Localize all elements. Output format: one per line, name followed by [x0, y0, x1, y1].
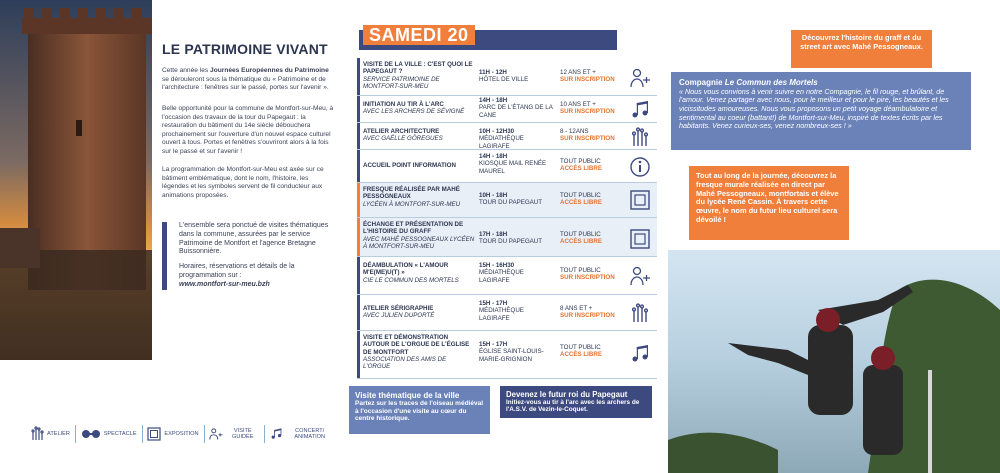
event-organizer: SERVICE PATRIMOINE DE MONTFORT-SUR-MEU [363, 75, 440, 90]
legend-exposition [144, 423, 201, 445]
event-audience [560, 192, 625, 207]
papegaut-box [500, 386, 652, 418]
visite-guidee-icon [209, 426, 223, 442]
visite-thematique-text: Partez sur les traces de l'oiseau médiéval à l'occasion d'une visite au cœur du centre historique. [355, 400, 484, 423]
event-name: ATELIER ARCHITECTURE [363, 128, 440, 135]
tower-illustration [0, 0, 152, 360]
legend-visite-guidee [206, 423, 262, 445]
audience-label: TOUT PUBLIC [560, 231, 601, 238]
event-place: KIOSQUE MAIL RENÉE MAUREL [479, 160, 547, 175]
compagnie-text: « Nous vous convions à venir suivre en notre Compagnie, le fil rouge, et brûlant, de l'amour. Venez partager avec nous, pour le meilleur et pour le pire, les beautés et les vicissitudes amoureuses. Nous vous proposons un petit voyage déambulatoire et sentimental au coeur (battant!) de Montfort-sur-Meu, inspiré de textes écrits par les habitants. Venez curieux-ses, venez nombreux-ses ! » [679, 86, 949, 131]
audience-label: TOUT PUBLIC [560, 192, 601, 199]
audience-label: 10 ANS ET + [560, 101, 596, 108]
atelier-icon [629, 126, 651, 148]
event-place: ÉGLISE SAINT-LOUIS-MARIE-GRIGNION [479, 348, 544, 363]
audience-label: 8 ANS ET + [560, 305, 593, 312]
row-accent [357, 150, 360, 182]
legend-divider [204, 425, 205, 443]
table-row [357, 123, 657, 150]
row-accent [357, 218, 360, 256]
page-title: LE PATRIMOINE VIVANT [162, 41, 328, 57]
audience-label: 8 - 12ANS [560, 128, 589, 135]
event-organizer: AVEC JULIEN DUPORTÉ [363, 312, 435, 320]
event-place: HÔTEL DE VILLE [479, 76, 529, 84]
table-row [357, 150, 657, 183]
legend-divider [264, 425, 265, 443]
audience-label: TOUT PUBLIC [560, 267, 601, 274]
spectacle-icon [81, 428, 101, 440]
event-time: 10H - 12H30 [479, 128, 515, 135]
event-title [363, 262, 475, 284]
event-where [479, 192, 554, 207]
tower-photo [0, 0, 152, 360]
event-title [363, 128, 475, 143]
legend-divider [142, 425, 143, 443]
event-title [363, 61, 475, 90]
graff-box: Découvrez l'histoire du graff et du street art avec Mahé Pessogneaux. [791, 30, 932, 68]
event-audience [560, 101, 625, 116]
compagnie-prefix: Compagnie [679, 78, 725, 87]
legend-label: SPECTACLE [103, 430, 137, 437]
table-row [357, 218, 657, 257]
dancers-photo [668, 250, 1000, 473]
row-accent [357, 96, 360, 122]
legend-atelier [27, 423, 73, 445]
info-icon [629, 156, 651, 178]
legend-label: ATELIER [47, 430, 70, 437]
event-organizer: ASSOCIATION DES AMIS DE L'ORGUE [363, 355, 447, 371]
concert-animation-icon [629, 99, 651, 121]
dancers-illustration [668, 250, 1000, 473]
event-time: 17H - 18H [479, 231, 508, 238]
atelier-icon [30, 426, 44, 442]
table-row [357, 295, 657, 331]
access-label: ACCÈS LIBRE [560, 351, 602, 359]
concert-animation-icon [629, 343, 651, 365]
event-organizer: AVEC GAËLLE GÔREGUES [363, 135, 443, 143]
visite-thematique-title: Visite thématique de la ville [355, 391, 460, 400]
event-place: MÉDIATHÈQUE LAGIRAFE [479, 307, 524, 322]
event-time: 15H - 17H [479, 300, 508, 307]
compagnie-name: Le Commun des Mortels [724, 78, 818, 87]
intro-paragraph-1 [162, 67, 332, 93]
event-place: TOUR DU PAPEGAUT [479, 199, 543, 207]
access-label: SUR INSCRIPTION [560, 76, 615, 84]
event-title [363, 186, 475, 208]
event-organizer: LYCÉEN À MONTFORT-SUR-MEU [363, 200, 461, 208]
event-where [479, 153, 554, 175]
concert-animation-icon [270, 426, 283, 442]
event-title [363, 305, 475, 320]
event-time: 15H - 16H30 [479, 262, 515, 269]
visite-guidee-icon [629, 67, 651, 89]
audience-label: 12 ANS ET + [560, 69, 596, 76]
event-where [479, 341, 554, 363]
legend-divider [75, 425, 76, 443]
event-name: INITIATION AU TIR À L'ARC [363, 101, 444, 108]
exposition-icon [629, 228, 651, 250]
atelier-icon [629, 302, 651, 324]
event-where [479, 262, 554, 284]
access-label: ACCÈS LIBRE [560, 199, 602, 207]
compagnie-box [671, 72, 971, 150]
event-title [363, 101, 475, 116]
audience-label: TOUT PUBLIC [560, 344, 601, 351]
row-accent [357, 295, 360, 330]
event-title [363, 334, 475, 370]
exposition-icon [147, 427, 161, 441]
event-name: ÉCHANGE ET PRÉSENTATION DE L'HISTOIRE DU GRAFF [363, 221, 464, 236]
access-label: ACCÈS LIBRE [560, 238, 602, 246]
event-title [363, 221, 475, 250]
access-label: SUR INSCRIPTION [560, 135, 615, 143]
intro-text: Cette année les [162, 67, 211, 74]
table-row [357, 257, 657, 295]
event-audience [560, 128, 625, 143]
intro-text-end: se dérouleront sous la thématique du « Patrimoine et de l'architecture : fenêtres sur le passé, portes sur l'avenir ». [162, 75, 329, 92]
event-name: VISITE DE LA VILLE : C'EST QUOI LE PAPEGAUT ? [363, 61, 473, 76]
event-organizer: AVEC MAHÉ PESSOGNEAUX LYCÉEN À MONTFORT-SUR-MEU [363, 235, 475, 250]
audience-label: TOUT PUBLIC [560, 158, 601, 165]
info-paragraph-2: Horaires, réservations et détails de la programmation sur : [179, 263, 295, 279]
event-name: FRESQUE RÉALISÉE PAR MAHÉ PESSOGNEAUX [363, 186, 460, 201]
row-accent [357, 123, 360, 149]
event-audience [560, 231, 625, 246]
intro-paragraph-3: La programmation de Montfort-sur-Meu est axée sur ce bâtiment emblématique, dont le nom, l'histoire, les légendes et les symboles servent de fil conducteur aux animations proposées. [162, 166, 324, 199]
info-box [162, 222, 342, 290]
row-accent [357, 257, 360, 294]
access-label: SUR INSCRIPTION [560, 312, 615, 320]
event-audience [560, 69, 625, 84]
event-name: VISITE ET DÉMONSTRATION AUTOUR DE L'ORGUE DE L'ÉGLISE DE MONTFORT [363, 334, 470, 356]
event-time: 15H - 17H [479, 341, 508, 348]
row-accent [357, 58, 360, 95]
event-place: MÉDIATHÈQUE LAGIRAFE [479, 269, 524, 284]
table-row [357, 96, 657, 123]
event-audience [560, 267, 625, 282]
event-organizer: CIE LE COMMUN DES MORTELS [363, 276, 459, 284]
event-title [363, 162, 475, 169]
event-where [479, 97, 554, 119]
info-paragraph-1: L'ensemble sera ponctué de visites thématiques dans la commune, assurées par le service Patrimoine de Montfort et l'agence Bretagne Buissonnière. [179, 222, 329, 256]
event-where [479, 231, 554, 246]
papegaut-text: Initiez-vous au tir à l'arc avec les archers de l'A.S.V. de Vezin-le-Coquet. [506, 399, 640, 414]
legend-spectacle [78, 423, 140, 445]
event-where [479, 300, 554, 322]
exposition-icon [629, 189, 651, 211]
event-place: MÉDIATHÈQUE LAGIRAFE [479, 135, 524, 150]
website-link[interactable]: www.montfort-sur-meu.bzh [179, 280, 270, 288]
event-where [479, 128, 554, 150]
legend-label: CONCERT/ ANIMATION [294, 427, 326, 440]
legend-label: VISITE GUIDÉE [232, 427, 254, 440]
intro-paragraph-2: Belle opportunité pour la commune de Montfort-sur-Meu, à l'occasion des travaux de la tour du Papegaut : la restauration du bâtiment du 14e siècle débouchera prochainement sur l'ouverture d'un nouvel espace culturel ouvert à tous. Portes et fenêtres s'ouvriront alors à la fois sur le passé et sur l'avenir ! [162, 105, 334, 155]
table-row [357, 58, 657, 96]
event-where [479, 69, 554, 84]
event-time: 14H - 18H [479, 97, 508, 104]
event-time: 14H - 18H [479, 153, 508, 160]
event-place: TOUR DU PAPEGAUT [479, 238, 543, 246]
access-label: ACCÈS LIBRE [560, 165, 602, 173]
event-organizer: AVEC LES ARCHERS DE SÉVIGNÉ [363, 108, 465, 116]
table-row [357, 183, 657, 218]
event-name: ACCUEIL POINT INFORMATION [363, 162, 456, 169]
visite-thematique-box [349, 386, 490, 434]
row-accent [357, 331, 360, 378]
visite-guidee-icon [629, 265, 651, 287]
access-label: SUR INSCRIPTION [560, 108, 615, 116]
day-label: SAMEDI 20 [363, 25, 475, 45]
papegaut-title: Devenez le futur roi du Papegaut [506, 390, 628, 399]
event-audience [560, 305, 625, 320]
event-place: PARC DE L'ÉTANG DE LA CANE [479, 104, 553, 119]
legend-label: EXPOSITION [164, 430, 199, 437]
event-audience [560, 158, 625, 173]
event-audience [560, 344, 625, 359]
legend [27, 422, 337, 446]
event-name: DÉAMBULATION « L'AMOUR M'E(ME)U(T) » [363, 262, 449, 277]
event-time: 11H - 12H [479, 69, 507, 76]
legend-concert-animation [267, 423, 337, 445]
row-accent [357, 183, 360, 217]
access-label: SUR INSCRIPTION [560, 274, 615, 282]
event-time: 10H - 18H [479, 192, 508, 199]
event-name: ATELIER SÉRIGRAPHIE [363, 305, 434, 312]
intro-highlight: Journées Européennes du Patrimoine [210, 67, 329, 74]
table-row [357, 331, 657, 379]
fresque-box: Tout au long de la journée, découvrez la fresque murale réalisée en direct par Mahé Pessogneaux, montfortais et élève du lycée René Cassin. À travers cette œuvre, le nom du futur lieu culturel sera dévoilé ! [689, 166, 849, 240]
